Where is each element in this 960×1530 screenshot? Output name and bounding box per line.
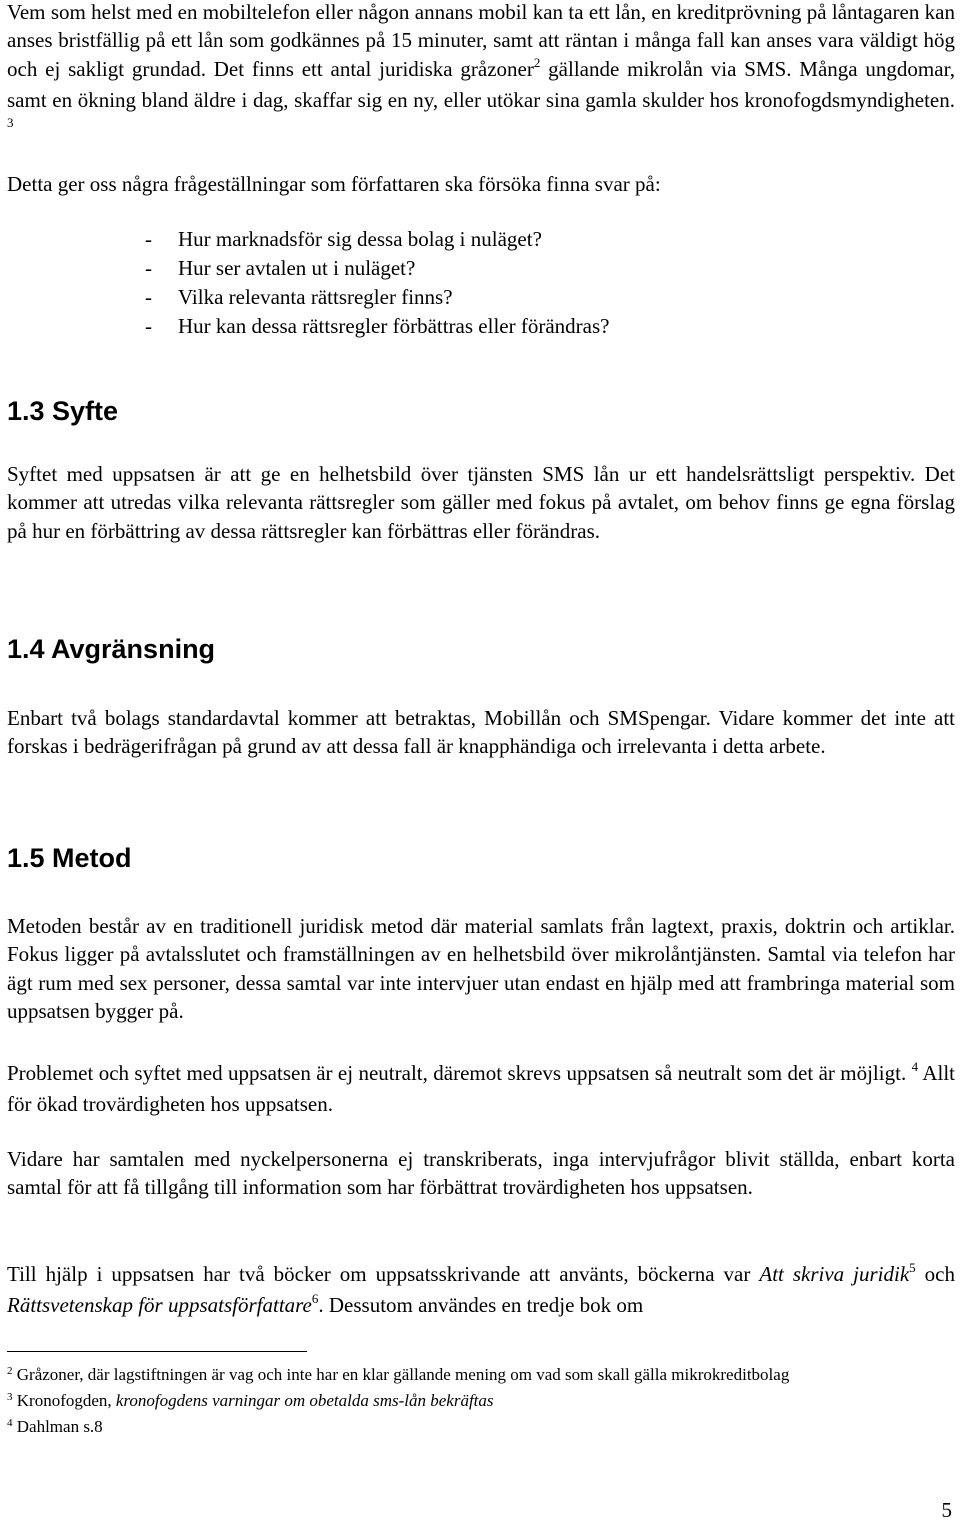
intro-text-2: gällande mikrolån via SMS. Många ungdomar, samt en ökning bland äldre i dag, skaffar sig en ny, eller utökar sina gamla skulder hos kronofogdsmyndigheten. xyxy=(7,56,955,113)
list-item xyxy=(145,225,609,254)
footnote-number: 3 xyxy=(7,1391,13,1403)
footnote-ref-4[interactable]: 4 xyxy=(911,1059,919,1074)
heading-syfte: 1.3 Syfte xyxy=(7,396,119,426)
list-item-text: Hur ser avtalen ut i nuläget? xyxy=(178,256,416,280)
metod-paragraph-4 xyxy=(7,1260,955,1323)
footnote-number: 4 xyxy=(7,1417,13,1429)
list-dash: - xyxy=(145,256,152,280)
list-dash: - xyxy=(145,314,152,338)
list-dash: - xyxy=(145,285,152,309)
list-item-text: Hur kan dessa rättsregler förbättras eller förändras? xyxy=(178,314,610,338)
heading-avgransning: 1.4 Avgränsning xyxy=(7,634,216,664)
list-item-text: Vilka relevanta rättsregler finns? xyxy=(178,285,453,309)
syfte-paragraph: Syftet med uppsatsen är att ge en helhetsbild över tjänsten SMS lån ur ett handelsrättsligt perspektiv. Det kommer att utredas vilka relevanta rättsregler som gäller med fokus på avtalet, om behov finns ge egna förslag på hur en förbättring av dessa rättsregler kan förbättras eller förändras. xyxy=(7,462,955,543)
metod-text-4c: . Dessutom användes en tredje bok om xyxy=(318,1293,644,1318)
intro-text-1: Vem som helst med en mobiltelefon eller någon annans mobil kan ta ett lån, en kreditprövning på låntagaren kan anses bristfällig på ett lån som godkännes på 15 minuter, samt att räntan i många fall kan anses vara väldigt hög och ej sakligt grundad. Det finns ett antal juridiska gråzoner xyxy=(7,0,955,81)
list-item xyxy=(145,283,609,312)
footnote-text: Gråzoner, där lagstiftningen är vag och inte har en klar gällande mening om vad som skall gälla mikrokreditbolag xyxy=(16,1365,790,1384)
metod-paragraph-3: Vidare har samtalen med nyckelpersonerna ej transkriberats, inga intervjufrågor blivit ställda, enbart korta samtal för att få tillgång till information som har förbättrat trovärdigheten hos uppsatsen. xyxy=(7,1147,955,1200)
intro-paragraph xyxy=(7,0,955,146)
avgransning-paragraph: Enbart två bolags standardavtal kommer att betraktas, Mobillån och SMSpengar. Vidare kommer det inte att forskas i bedrägerifrågan på grund av att dessa fall är knapphändiga och irrelevanta i detta arbete. xyxy=(7,706,955,759)
footnote-ref-2[interactable]: 2 xyxy=(533,54,541,70)
footnote-ref-3[interactable]: 3 xyxy=(7,114,14,130)
metod-paragraph-1: Metoden består av en traditionell juridisk metod där material samlats från lagtext, praxis, doktrin och artiklar. Fokus ligger på avtalsslutet och framställningen av en helhetsbild över mikrolåntjänsten. Samtal via telefon har ägt rum med sex personer, dessa samtal var inte intervjuer utan endast en hjälp med att frambringa material som uppsatsen bygger på. xyxy=(7,914,955,1024)
questions-intro: Detta ger oss några frågeställningar som författaren ska försöka finna svar på: xyxy=(7,172,661,196)
footnote-number: 2 xyxy=(7,1365,13,1377)
footnotes xyxy=(7,1363,907,1441)
page-number: 5 xyxy=(941,1498,952,1522)
metod-text-2a: Problemet och syftet med uppsatsen är ej neutralt, däremot skrevs uppsatsen så neutralt som det är möjligt. xyxy=(7,1061,907,1085)
list-item xyxy=(145,312,609,341)
metod-text-4a: Till hjälp i uppsatsen har två böcker om uppsatsskrivande att använts, böckerna var xyxy=(7,1262,760,1286)
footnote-ref-5[interactable]: 5 xyxy=(909,1260,916,1275)
book-title-2: Rättsvetenskap för uppsatsförfattare xyxy=(7,1293,312,1318)
list-item-text: Hur marknadsför sig dessa bolag i nuläget? xyxy=(178,227,542,251)
footnote-3 xyxy=(7,1389,907,1415)
footnote-2 xyxy=(7,1363,907,1389)
heading-metod: 1.5 Metod xyxy=(7,843,132,873)
questions-list xyxy=(145,225,609,341)
footnote-ref-6[interactable]: 6 xyxy=(311,1291,319,1307)
footnote-text: Kronofogden, xyxy=(16,1391,116,1410)
metod-text-2b: Allt för ökad trovärdigheten hos uppsatsen. xyxy=(7,1061,955,1117)
footnote-4 xyxy=(7,1415,907,1441)
footnote-text-italic: kronofogdens varningar om obetalda sms-lån bekräftas xyxy=(115,1391,494,1410)
metod-paragraph-2 xyxy=(7,1059,955,1119)
footnote-text: Dahlman s.8 xyxy=(16,1417,103,1436)
footnote-divider xyxy=(7,1351,307,1352)
list-dash: - xyxy=(145,227,152,251)
list-item xyxy=(145,254,609,283)
metod-text-4b: och xyxy=(915,1262,955,1286)
book-title-1: Att skriva juridik xyxy=(759,1262,910,1286)
